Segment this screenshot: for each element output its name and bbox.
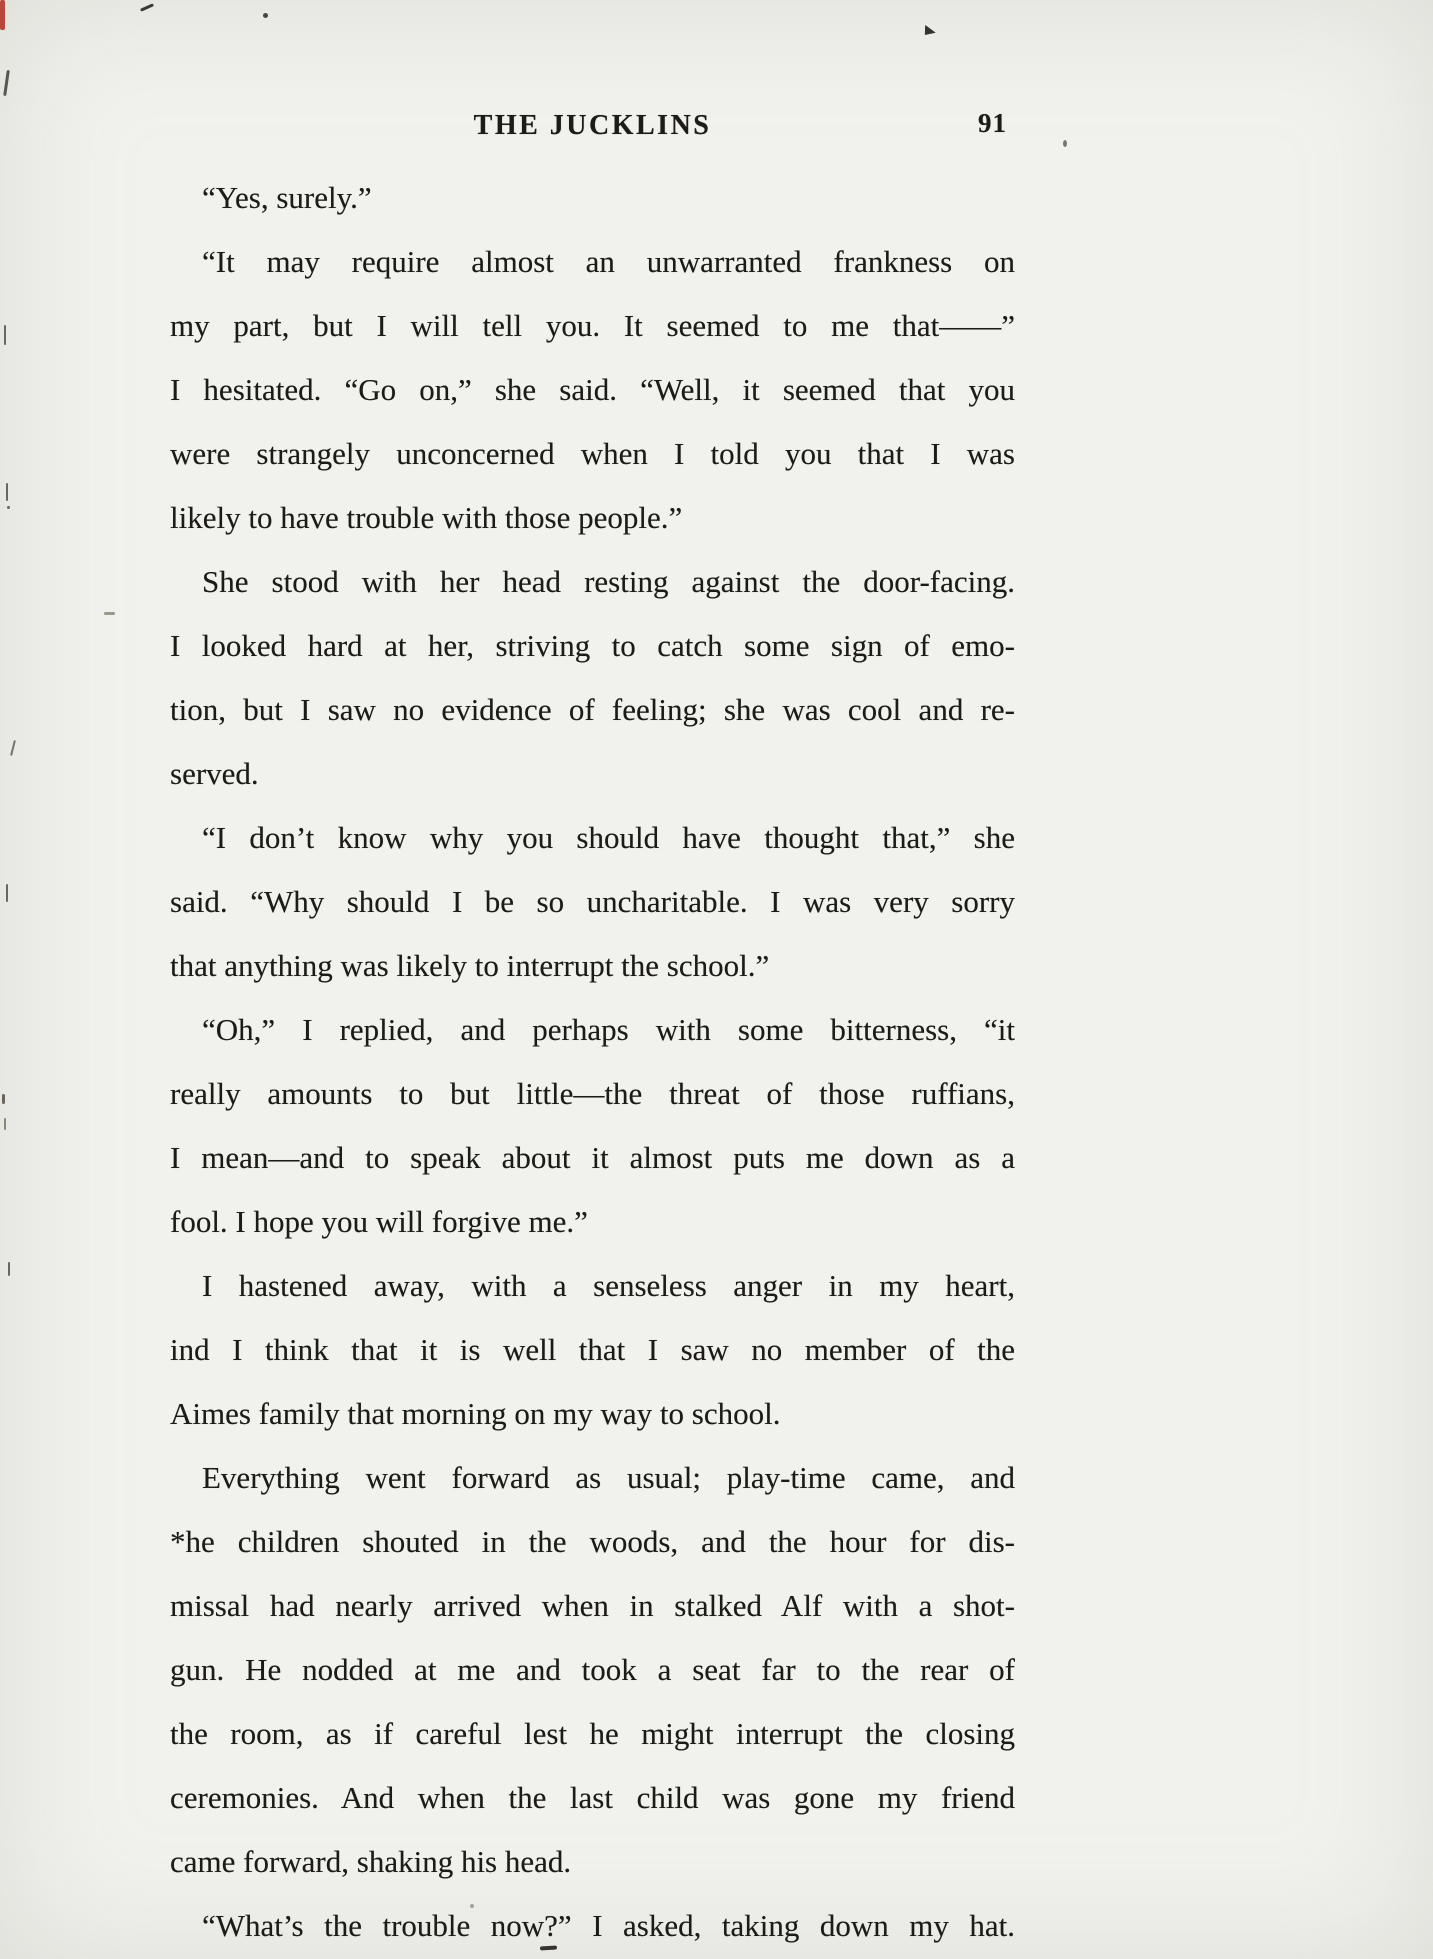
text-line: I hastened away, with a senseless anger in my heart,	[202, 1268, 1015, 1303]
scan-speck	[923, 25, 937, 37]
text-line: were strangely unconcerned when I told you that I was	[170, 436, 1015, 471]
scan-speck	[104, 612, 115, 615]
scan-speck	[1063, 140, 1067, 147]
paragraph	[170, 550, 1015, 806]
page-body	[170, 166, 1015, 1958]
text-line: came forward, shaking his head.	[170, 1844, 572, 1879]
text-line: missal had nearly arrived when in stalked Alf with a shot-	[170, 1588, 1015, 1623]
text-line: my part, but I will tell you. It seemed to me that——”	[170, 308, 1015, 343]
text-line: tion, but I saw no evidence of feeling; she was cool and re-	[170, 692, 1015, 727]
text-line: I mean—and to speak about it almost puts me down as a	[170, 1140, 1015, 1175]
scan-speck	[8, 1262, 10, 1276]
text-line: “I don’t know why you should have thought that,” she	[202, 820, 1015, 855]
text-line: likely to have trouble with those people.”	[170, 500, 683, 535]
scan-speck	[6, 884, 8, 902]
scan-speck	[3, 70, 10, 96]
text-line: “Oh,” I replied, and perhaps with some bitterness, “it	[202, 1012, 1015, 1047]
paragraph	[170, 806, 1015, 998]
text-line: fool. I hope you will forgive me.”	[170, 1204, 588, 1239]
text-line: “What’s the trouble now?” I asked, taking down my hat.	[202, 1908, 1015, 1943]
page-number: 91	[978, 108, 1007, 138]
page-title: THE JUCKLINS	[473, 110, 712, 141]
text-line: She stood with her head resting against the door-facing.	[202, 564, 1015, 599]
text-line: Everything went forward as usual; play-time came, and	[202, 1460, 1015, 1495]
text-line: I hesitated. “Go on,” she said. “Well, it seemed that you	[170, 372, 1015, 407]
scan-speck	[7, 506, 10, 509]
paragraph	[170, 998, 1015, 1254]
red-edge-mark	[0, 0, 5, 30]
text-line: “It may require almost an unwarranted frankness on	[202, 244, 1015, 279]
text-line: said. “Why should I be so uncharitable. I was very sorry	[170, 884, 1015, 919]
scan-speck	[6, 483, 8, 501]
page-header	[170, 110, 1015, 150]
scan-speck	[10, 740, 16, 756]
text-line: really amounts to but little—the threat of those ruffians,	[170, 1076, 1015, 1111]
paragraph	[170, 1254, 1015, 1446]
scan-speck	[2, 1094, 5, 1104]
paragraph	[170, 1894, 1015, 1958]
paragraph	[170, 230, 1015, 550]
text-line: gun. He nodded at me and took a seat far to the rear of	[170, 1652, 1015, 1687]
scan-speck	[4, 325, 6, 345]
scan-speck	[263, 13, 268, 18]
text-line: the room, as if careful lest he might interrupt the closing	[170, 1716, 1015, 1751]
text-line: “Yes, surely.”	[202, 180, 372, 215]
scan-speck	[4, 1118, 6, 1130]
text-line: *he children shouted in the woods, and the hour for dis-	[170, 1524, 1015, 1559]
text-line: that anything was likely to interrupt the school.”	[170, 948, 770, 983]
scan-speck	[140, 3, 154, 11]
text-line: ceremonies. And when the last child was gone my friend	[170, 1780, 1015, 1815]
paragraph	[170, 166, 1015, 230]
text-line: served.	[170, 756, 259, 791]
text-line: Aimes family that morning on my way to school.	[170, 1396, 781, 1431]
text-line: ind I think that it is well that I saw no member of the	[170, 1332, 1015, 1367]
paragraph	[170, 1446, 1015, 1894]
text-line: I looked hard at her, striving to catch some sign of emo-	[170, 628, 1015, 663]
